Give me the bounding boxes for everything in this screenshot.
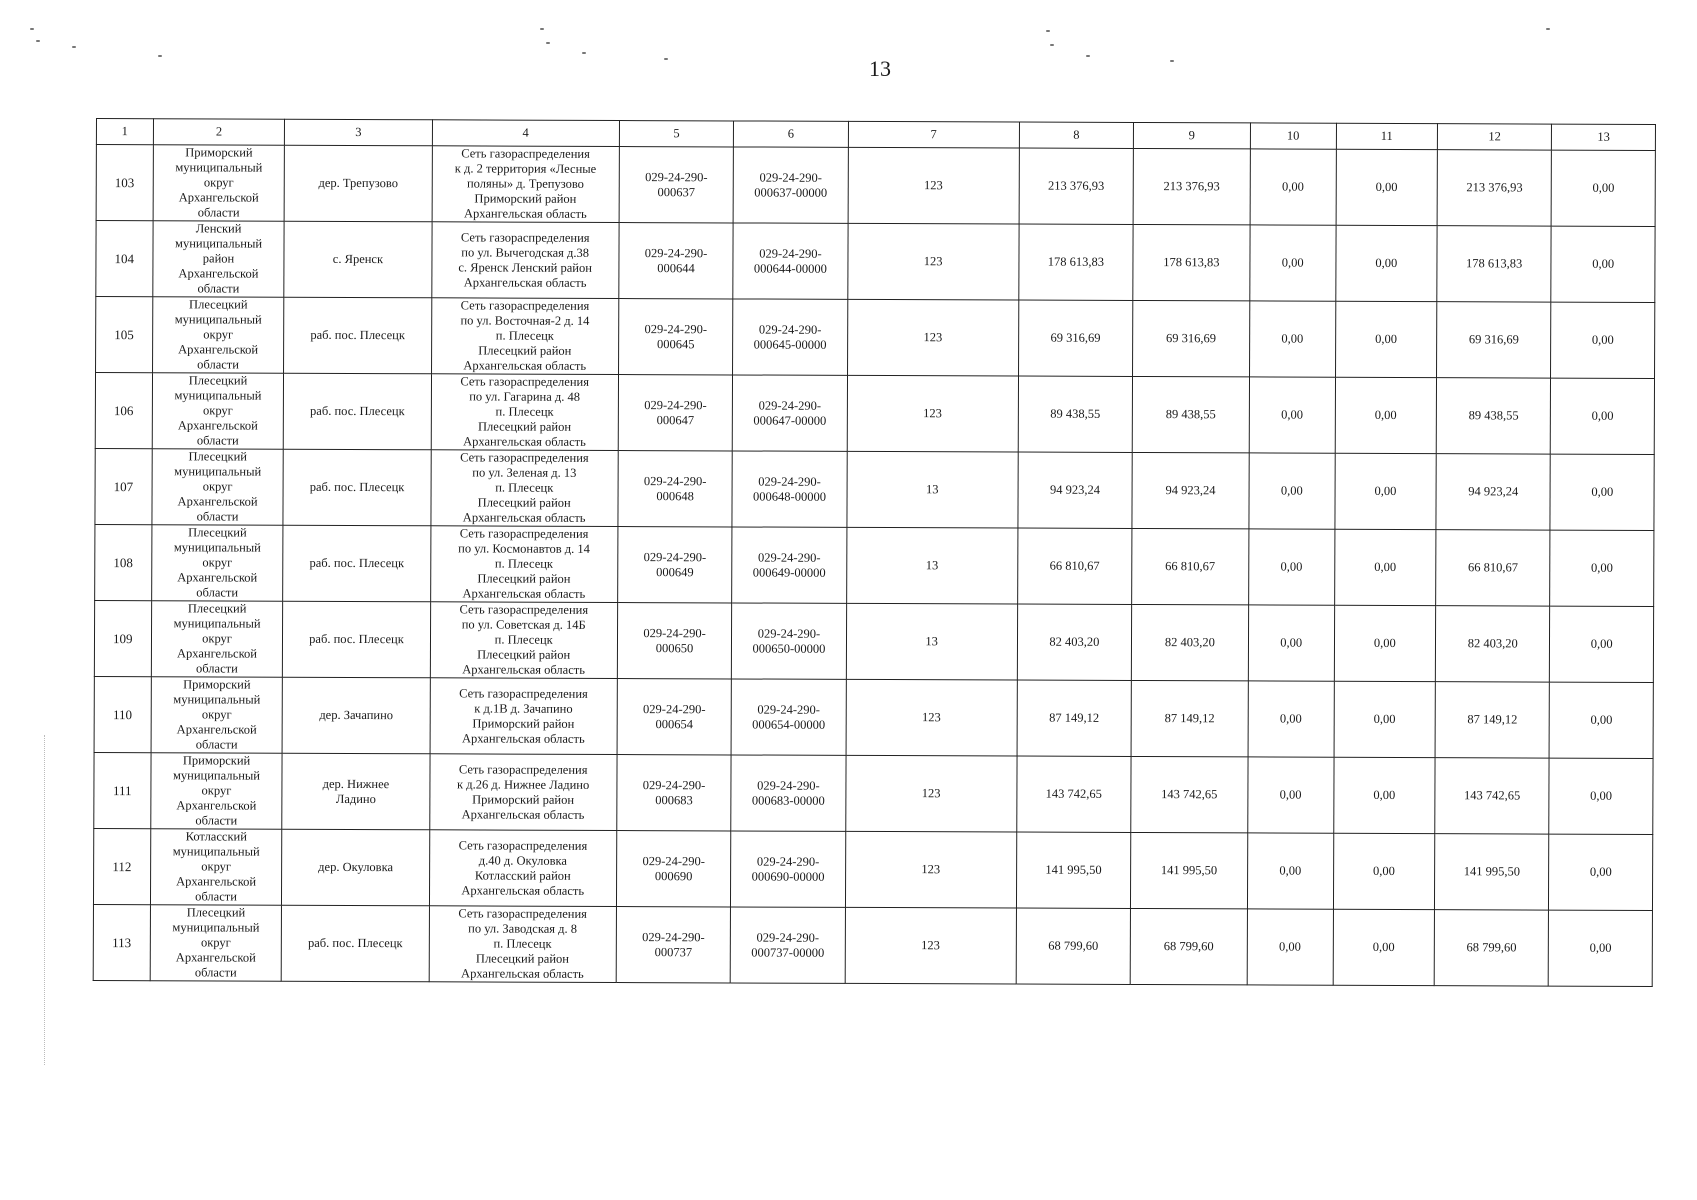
amount-cell: 0,00 (1247, 909, 1333, 985)
code-cell: 029-24-290- 000683 (617, 755, 732, 831)
column-header: 13 (1552, 124, 1656, 150)
column-header: 12 (1437, 124, 1551, 150)
amount-cell: 213 376,93 (1133, 148, 1250, 224)
scan-speck (582, 52, 586, 54)
code-cell: 029-24-290- 000654 (617, 679, 732, 755)
amount-cell: 0,00 (1248, 605, 1334, 681)
table-row (93, 828, 1652, 910)
amount-cell: 141 995,50 (1016, 832, 1131, 908)
table-row (94, 600, 1653, 682)
municipality-cell: Плесецкий муниципальный округ Архангельской области (151, 525, 283, 602)
amount-cell: 0,00 (1550, 606, 1654, 682)
table-row (96, 297, 1655, 379)
full-code-cell: 029-24-290- 000648-00000 (732, 451, 847, 527)
municipality-cell: Плесецкий муниципальный округ Архангельской области (152, 449, 284, 526)
amount-cell: 0,00 (1550, 454, 1654, 530)
table-row (94, 752, 1653, 834)
amount-cell: 69 316,69 (1133, 300, 1250, 376)
amount-cell: 0,00 (1334, 681, 1436, 757)
amount-cell: 178 613,83 (1019, 224, 1134, 300)
amount-cell: 0,00 (1336, 225, 1438, 301)
full-code-cell: 029-24-290- 000644-00000 (733, 223, 848, 299)
object-description-cell: Сеть газораспределения по ул. Восточная-2 д. 14 п. Плесецк Плесецкий район Архангельская область (431, 298, 619, 375)
settlement-cell: дер. Нижнее Ладино (282, 753, 429, 830)
table-row (95, 524, 1654, 606)
column-header: 7 (848, 121, 1019, 148)
row-number: 111 (94, 752, 151, 828)
amount-cell: 82 403,20 (1131, 604, 1248, 680)
column-header: 4 (432, 120, 619, 147)
municipality-cell: Приморский муниципальный округ Архангельской области (151, 677, 283, 754)
municipality-cell: Приморский муниципальный округ Архангельской области (153, 145, 285, 222)
code-cell: 029-24-290- 000644 (619, 223, 734, 299)
table-row (95, 448, 1654, 530)
amount-cell: 0,00 (1335, 301, 1437, 377)
settlement-cell: раб. пос. Плесецк (283, 449, 430, 526)
municipality-cell: Плесецкий муниципальный округ Архангельской области (150, 905, 282, 982)
scan-speck (1546, 28, 1550, 30)
amount-cell: 68 799,60 (1016, 908, 1131, 984)
value-cell: 123 (847, 223, 1018, 300)
amount-cell: 0,00 (1549, 682, 1653, 758)
code-cell: 029-24-290- 000649 (618, 527, 733, 603)
value-cell: 13 (847, 451, 1018, 528)
amount-cell: 213 376,93 (1019, 148, 1134, 224)
amount-cell: 82 403,20 (1017, 604, 1132, 680)
value-cell: 13 (846, 527, 1017, 604)
amount-cell: 82 403,20 (1435, 606, 1550, 682)
scan-speck (540, 28, 544, 30)
row-number: 103 (96, 145, 153, 221)
amount-cell: 143 742,65 (1016, 756, 1131, 832)
code-cell: 029-24-290- 000645 (618, 299, 733, 375)
scan-speck (36, 40, 40, 42)
object-description-cell: Сеть газораспределения по ул. Космонавтов д. 14 п. Плесецк Плесецкий район Архангельская область (430, 526, 618, 603)
full-code-cell: 029-24-290- 000645-00000 (733, 299, 848, 375)
table-row (96, 221, 1655, 303)
settlement-cell: дер. Зачапино (283, 677, 430, 754)
amount-cell: 178 613,83 (1437, 226, 1552, 302)
municipality-cell: Приморский муниципальный округ Архангельской области (150, 753, 282, 830)
row-number: 109 (94, 600, 151, 676)
amount-cell: 87 149,12 (1017, 680, 1132, 756)
amount-cell: 0,00 (1247, 833, 1333, 909)
row-number: 106 (95, 373, 152, 449)
table-row (93, 904, 1652, 986)
full-code-cell: 029-24-290- 000683-00000 (731, 755, 846, 831)
full-code-cell: 029-24-290- 000637-00000 (733, 147, 848, 223)
amount-cell: 87 149,12 (1131, 680, 1248, 756)
amount-cell: 141 995,50 (1131, 832, 1248, 908)
amount-cell: 66 810,67 (1132, 528, 1249, 604)
amount-cell: 0,00 (1549, 834, 1653, 910)
amount-cell: 0,00 (1549, 910, 1653, 986)
amount-cell: 0,00 (1551, 302, 1655, 378)
municipality-cell: Плесецкий муниципальный округ Архангельской области (151, 601, 283, 678)
amount-cell: 143 742,65 (1131, 756, 1248, 832)
settlement-cell: раб. пос. Плесецк (283, 525, 430, 602)
row-number: 105 (96, 297, 153, 373)
column-header: 2 (153, 119, 285, 146)
amount-cell: 178 613,83 (1133, 224, 1250, 300)
code-cell: 029-24-290- 000637 (619, 147, 734, 223)
amount-cell: 213 376,93 (1437, 150, 1552, 226)
amount-cell: 69 316,69 (1018, 300, 1133, 376)
amount-cell: 0,00 (1550, 530, 1654, 606)
amount-cell: 0,00 (1335, 453, 1437, 529)
column-header: 1 (96, 119, 153, 145)
object-description-cell: Сеть газораспределения к д.26 д. Нижнее Ладино Приморский район Архангельская область (429, 754, 617, 831)
amount-cell: 0,00 (1551, 378, 1655, 454)
scan-speck (72, 46, 76, 48)
amount-cell: 66 810,67 (1436, 530, 1551, 606)
amount-cell: 0,00 (1249, 453, 1335, 529)
municipality-cell: Плесецкий муниципальный округ Архангельской области (152, 373, 284, 450)
amount-cell: 89 438,55 (1018, 376, 1133, 452)
settlement-cell: раб. пос. Плесецк (283, 601, 430, 678)
scan-speck (1046, 30, 1050, 32)
object-description-cell: Сеть газораспределения по ул. Зеленая д. 13 п. Плесецк Плесецкий район Архангельская область (430, 450, 618, 527)
page-number: 13 (869, 56, 891, 81)
amount-cell: 0,00 (1551, 226, 1655, 302)
amount-cell: 0,00 (1334, 605, 1436, 681)
full-code-cell: 029-24-290- 000654-00000 (731, 679, 846, 755)
full-code-cell: 029-24-290- 000649-00000 (732, 527, 847, 603)
value-cell: 123 (847, 299, 1018, 376)
full-code-cell: 029-24-290- 000650-00000 (732, 603, 847, 679)
amount-cell: 66 810,67 (1017, 528, 1132, 604)
column-header: 10 (1250, 123, 1336, 149)
scan-speck (30, 28, 34, 30)
row-number: 110 (94, 676, 151, 752)
column-header: 3 (285, 119, 432, 146)
amount-cell: 0,00 (1250, 149, 1336, 225)
amount-cell: 89 438,55 (1132, 376, 1249, 452)
column-header: 8 (1019, 122, 1133, 148)
value-cell: 13 (846, 603, 1017, 680)
amount-cell: 89 438,55 (1436, 378, 1551, 454)
scan-speck (1050, 44, 1054, 46)
amount-cell: 0,00 (1333, 757, 1435, 833)
amount-cell: 0,00 (1247, 757, 1333, 833)
amount-cell: 87 149,12 (1435, 682, 1550, 758)
value-cell: 123 (848, 147, 1019, 224)
amount-cell: 68 799,60 (1130, 908, 1247, 984)
code-cell: 029-24-290- 000690 (616, 831, 731, 907)
municipality-cell: Плесецкий муниципальный округ Архангельской области (152, 297, 284, 374)
settlement-cell: раб. пос. Плесецк (282, 905, 429, 982)
amount-cell: 0,00 (1249, 301, 1335, 377)
value-cell: 123 (845, 907, 1016, 984)
amount-cell: 141 995,50 (1435, 834, 1550, 910)
amount-cell: 68 799,60 (1434, 910, 1549, 986)
data-table (93, 118, 1656, 987)
code-cell: 029-24-290- 000737 (616, 907, 731, 983)
value-cell: 123 (846, 679, 1017, 756)
code-cell: 029-24-290- 000648 (618, 451, 733, 527)
table-row (94, 676, 1653, 758)
settlement-cell: дер. Окуловка (282, 829, 429, 906)
amount-cell: 0,00 (1248, 681, 1334, 757)
row-number: 112 (93, 828, 150, 904)
object-description-cell: Сеть газораспределения д.40 д. Окуловка Котласский район Архангельская область (429, 830, 617, 907)
row-number: 104 (96, 221, 153, 297)
table-row (96, 145, 1655, 227)
settlement-cell: дер. Трепузово (285, 145, 432, 222)
row-number: 113 (93, 904, 150, 980)
amount-cell: 69 316,69 (1437, 302, 1552, 378)
municipality-cell: Котласский муниципальный округ Архангельской области (150, 829, 282, 906)
amount-cell: 0,00 (1333, 833, 1435, 909)
amount-cell: 94 923,24 (1132, 452, 1249, 528)
code-cell: 029-24-290- 000647 (618, 375, 733, 451)
code-cell: 029-24-290- 000650 (617, 603, 732, 679)
row-number: 107 (95, 448, 152, 524)
object-description-cell: Сеть газораспределения по ул. Гагарина д. 48 п. Плесецк Плесецкий район Архангельская область (431, 374, 619, 451)
object-description-cell: Сеть газораспределения к д. 2 территория «Лесные поляны» д. Трепузово Приморский район Архангельская область (432, 146, 620, 223)
amount-cell: 0,00 (1249, 377, 1335, 453)
value-cell: 123 (845, 831, 1016, 908)
amount-cell: 0,00 (1552, 150, 1656, 226)
value-cell: 123 (847, 375, 1018, 452)
amount-cell: 94 923,24 (1436, 454, 1551, 530)
column-header: 5 (619, 121, 733, 147)
municipality-cell: Ленский муниципальный район Архангельской области (152, 221, 284, 298)
column-header: 9 (1133, 122, 1250, 148)
object-description-cell: Сеть газораспределения по ул. Вычегодская д.38 с. Яренск Ленский район Архангельская область (431, 222, 619, 299)
full-code-cell: 029-24-290- 000647-00000 (733, 375, 848, 451)
column-header: 6 (734, 121, 848, 147)
scan-speck (546, 42, 550, 44)
amount-cell: 0,00 (1333, 909, 1435, 985)
amount-cell: 143 742,65 (1435, 758, 1550, 834)
object-description-cell: Сеть газораспределения к д.1В д. Зачапино Приморский район Архангельская область (430, 678, 618, 755)
settlement-cell: с. Яренск (284, 221, 431, 298)
full-code-cell: 029-24-290- 000737-00000 (730, 907, 845, 983)
amount-cell: 0,00 (1249, 225, 1335, 301)
object-description-cell: Сеть газораспределения по ул. Заводская д. 8 п. Плесецк Плесецкий район Архангельская область (429, 906, 617, 983)
column-header: 11 (1336, 123, 1437, 149)
amount-cell: 0,00 (1334, 529, 1436, 605)
table-row (95, 373, 1654, 455)
amount-cell: 94 923,24 (1018, 452, 1133, 528)
scan-margin-line (44, 735, 45, 1065)
value-cell: 123 (845, 755, 1016, 832)
settlement-cell: раб. пос. Плесецк (284, 373, 431, 450)
amount-cell: 0,00 (1336, 149, 1438, 225)
amount-cell: 0,00 (1248, 529, 1334, 605)
amount-cell: 0,00 (1335, 377, 1437, 453)
settlement-cell: раб. пос. Плесецк (284, 297, 431, 374)
object-description-cell: Сеть газораспределения по ул. Советская д. 14Б п. Плесецк Плесецкий район Архангельская область (430, 602, 618, 679)
row-number: 108 (95, 524, 152, 600)
amount-cell: 0,00 (1549, 758, 1653, 834)
full-code-cell: 029-24-290- 000690-00000 (731, 831, 846, 907)
